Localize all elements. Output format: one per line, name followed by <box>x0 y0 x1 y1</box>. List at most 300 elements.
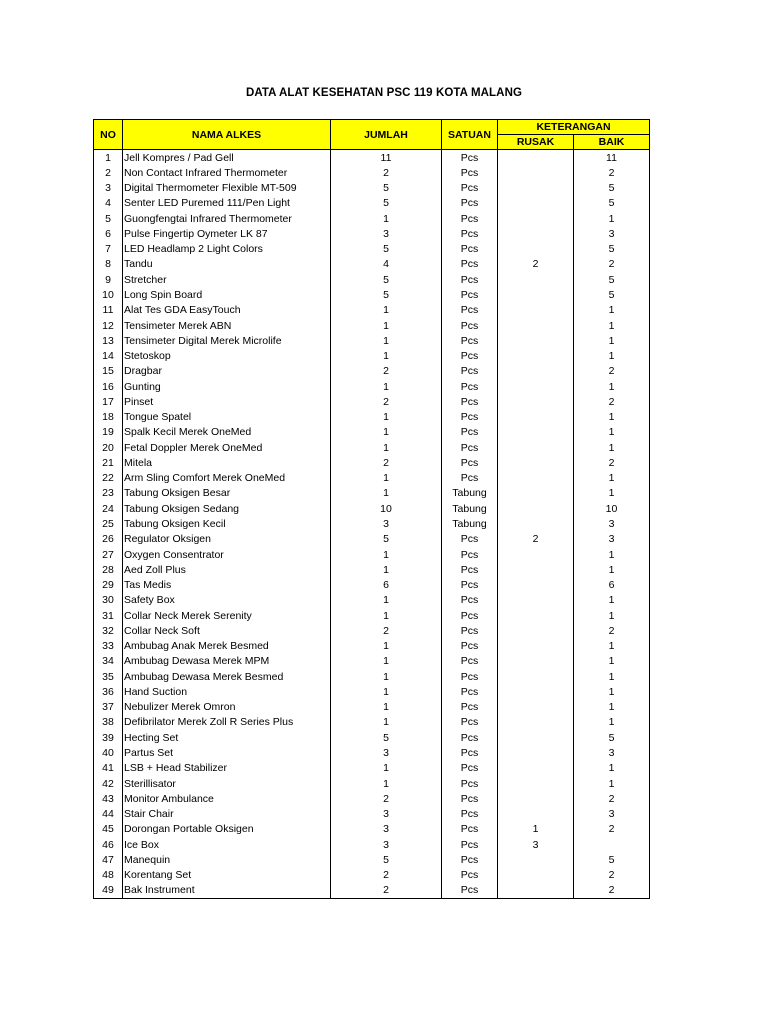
cell-satuan: Pcs <box>442 532 498 547</box>
cell-no: 36 <box>94 684 123 699</box>
cell-rusak <box>498 425 574 440</box>
cell-no: 1 <box>94 150 123 166</box>
cell-jumlah: 5 <box>331 242 442 257</box>
cell-baik: 2 <box>574 257 650 272</box>
cell-satuan: Pcs <box>442 272 498 287</box>
cell-nama-alkes: Guongfengtai Infrared Thermometer <box>123 211 331 226</box>
cell-baik: 1 <box>574 547 650 562</box>
cell-nama-alkes: Stetoskop <box>123 348 331 363</box>
cell-nama-alkes: LED Headlamp 2 Light Colors <box>123 242 331 257</box>
cell-nama-alkes: Arm Sling Comfort Merek OneMed <box>123 471 331 486</box>
cell-no: 47 <box>94 852 123 867</box>
cell-no: 42 <box>94 776 123 791</box>
cell-baik: 2 <box>574 394 650 409</box>
cell-satuan: Pcs <box>442 730 498 745</box>
cell-rusak <box>498 181 574 196</box>
cell-rusak <box>498 150 574 166</box>
equipment-table <box>93 119 650 899</box>
cell-jumlah: 5 <box>331 287 442 302</box>
cell-no: 4 <box>94 196 123 211</box>
cell-rusak <box>498 379 574 394</box>
cell-rusak <box>498 577 574 592</box>
cell-jumlah: 5 <box>331 196 442 211</box>
cell-nama-alkes: Senter LED Puremed 111/Pen Light <box>123 196 331 211</box>
cell-nama-alkes: Safety Box <box>123 593 331 608</box>
cell-rusak <box>498 196 574 211</box>
cell-rusak <box>498 348 574 363</box>
cell-nama-alkes: Oxygen Consentrator <box>123 547 331 562</box>
cell-satuan: Pcs <box>442 196 498 211</box>
cell-no: 20 <box>94 440 123 455</box>
cell-jumlah: 1 <box>331 410 442 425</box>
cell-satuan: Pcs <box>442 608 498 623</box>
cell-baik: 2 <box>574 822 650 837</box>
table-row <box>94 654 650 669</box>
cell-no: 29 <box>94 577 123 592</box>
cell-rusak <box>498 867 574 882</box>
cell-no: 23 <box>94 486 123 501</box>
cell-nama-alkes: Aed Zoll Plus <box>123 562 331 577</box>
cell-no: 33 <box>94 639 123 654</box>
cell-jumlah: 3 <box>331 745 442 760</box>
cell-rusak <box>498 364 574 379</box>
header-satuan: SATUAN <box>442 120 498 150</box>
cell-no: 41 <box>94 761 123 776</box>
cell-satuan: Pcs <box>442 318 498 333</box>
cell-baik: 5 <box>574 181 650 196</box>
cell-no: 9 <box>94 272 123 287</box>
cell-no: 3 <box>94 181 123 196</box>
cell-no: 26 <box>94 532 123 547</box>
cell-baik: 2 <box>574 364 650 379</box>
cell-rusak <box>498 700 574 715</box>
cell-rusak <box>498 623 574 638</box>
cell-jumlah: 1 <box>331 562 442 577</box>
table-row <box>94 684 650 699</box>
cell-no: 48 <box>94 867 123 882</box>
cell-rusak <box>498 471 574 486</box>
table-row <box>94 211 650 226</box>
cell-rusak <box>498 226 574 241</box>
cell-baik: 1 <box>574 486 650 501</box>
cell-baik: 1 <box>574 700 650 715</box>
cell-satuan: Pcs <box>442 593 498 608</box>
cell-no: 14 <box>94 348 123 363</box>
table-row <box>94 425 650 440</box>
cell-rusak <box>498 608 574 623</box>
cell-no: 17 <box>94 394 123 409</box>
cell-baik: 10 <box>574 501 650 516</box>
cell-jumlah: 3 <box>331 806 442 821</box>
cell-no: 32 <box>94 623 123 638</box>
cell-jumlah: 1 <box>331 715 442 730</box>
cell-jumlah: 2 <box>331 455 442 470</box>
table-row <box>94 165 650 180</box>
cell-satuan: Pcs <box>442 440 498 455</box>
table-row <box>94 318 650 333</box>
cell-no: 13 <box>94 333 123 348</box>
cell-rusak <box>498 303 574 318</box>
table-row <box>94 639 650 654</box>
cell-satuan: Pcs <box>442 883 498 899</box>
cell-baik: 5 <box>574 242 650 257</box>
cell-satuan: Pcs <box>442 700 498 715</box>
cell-jumlah: 1 <box>331 639 442 654</box>
cell-baik: 3 <box>574 226 650 241</box>
cell-satuan: Pcs <box>442 257 498 272</box>
cell-nama-alkes: Manequin <box>123 852 331 867</box>
cell-rusak: 1 <box>498 822 574 837</box>
table-row <box>94 761 650 776</box>
cell-satuan: Pcs <box>442 822 498 837</box>
cell-jumlah: 1 <box>331 608 442 623</box>
cell-no: 27 <box>94 547 123 562</box>
cell-baik: 1 <box>574 440 650 455</box>
cell-baik: 2 <box>574 883 650 899</box>
cell-nama-alkes: Alat Tes GDA EasyTouch <box>123 303 331 318</box>
table-row <box>94 181 650 196</box>
cell-satuan: Pcs <box>442 761 498 776</box>
table-row <box>94 516 650 531</box>
cell-satuan: Pcs <box>442 379 498 394</box>
cell-rusak <box>498 410 574 425</box>
cell-baik: 5 <box>574 272 650 287</box>
cell-nama-alkes: Partus Set <box>123 745 331 760</box>
cell-nama-alkes: Fetal Doppler Merek OneMed <box>123 440 331 455</box>
cell-satuan: Pcs <box>442 471 498 486</box>
cell-nama-alkes: Nebulizer Merek Omron <box>123 700 331 715</box>
table-row <box>94 257 650 272</box>
cell-no: 34 <box>94 654 123 669</box>
cell-jumlah: 5 <box>331 852 442 867</box>
cell-baik: 1 <box>574 410 650 425</box>
cell-nama-alkes: Tandu <box>123 257 331 272</box>
cell-baik: 1 <box>574 776 650 791</box>
cell-nama-alkes: Tensimeter Merek ABN <box>123 318 331 333</box>
cell-nama-alkes: Defibrilator Merek Zoll R Series Plus <box>123 715 331 730</box>
cell-rusak <box>498 806 574 821</box>
cell-baik: 2 <box>574 791 650 806</box>
cell-satuan: Pcs <box>442 547 498 562</box>
cell-baik: 1 <box>574 715 650 730</box>
cell-jumlah: 5 <box>331 532 442 547</box>
cell-nama-alkes: Jell Kompres / Pad Gell <box>123 150 331 166</box>
cell-no: 31 <box>94 608 123 623</box>
page-title: DATA ALAT KESEHATAN PSC 119 KOTA MALANG <box>245 87 523 99</box>
cell-jumlah: 1 <box>331 303 442 318</box>
cell-satuan: Pcs <box>442 577 498 592</box>
cell-nama-alkes: Mitela <box>123 455 331 470</box>
cell-no: 7 <box>94 242 123 257</box>
cell-nama-alkes: Long Spin Board <box>123 287 331 302</box>
header-keterangan: KETERANGAN <box>498 120 650 135</box>
table-row <box>94 303 650 318</box>
cell-satuan: Pcs <box>442 165 498 180</box>
cell-nama-alkes: Tas Medis <box>123 577 331 592</box>
cell-satuan: Pcs <box>442 684 498 699</box>
cell-satuan: Pcs <box>442 333 498 348</box>
cell-baik: 5 <box>574 196 650 211</box>
cell-satuan: Pcs <box>442 639 498 654</box>
cell-baik: 1 <box>574 562 650 577</box>
cell-rusak <box>498 287 574 302</box>
cell-baik: 1 <box>574 593 650 608</box>
cell-baik: 1 <box>574 684 650 699</box>
cell-satuan: Pcs <box>442 776 498 791</box>
cell-satuan: Pcs <box>442 287 498 302</box>
cell-jumlah: 1 <box>331 669 442 684</box>
cell-satuan: Pcs <box>442 791 498 806</box>
cell-rusak <box>498 715 574 730</box>
cell-nama-alkes: Non Contact Infrared Thermometer <box>123 165 331 180</box>
cell-rusak <box>498 883 574 899</box>
cell-rusak <box>498 394 574 409</box>
table-row <box>94 593 650 608</box>
cell-nama-alkes: Pulse Fingertip Oymeter LK 87 <box>123 226 331 241</box>
cell-baik: 2 <box>574 623 650 638</box>
cell-rusak <box>498 745 574 760</box>
cell-baik: 1 <box>574 333 650 348</box>
header-baik: BAIK <box>574 135 650 150</box>
cell-nama-alkes: Stair Chair <box>123 806 331 821</box>
cell-baik: 11 <box>574 150 650 166</box>
cell-baik: 1 <box>574 303 650 318</box>
table-row <box>94 455 650 470</box>
cell-no: 19 <box>94 425 123 440</box>
cell-no: 44 <box>94 806 123 821</box>
cell-no: 18 <box>94 410 123 425</box>
cell-satuan: Tabung <box>442 501 498 516</box>
table-row <box>94 440 650 455</box>
cell-nama-alkes: Dragbar <box>123 364 331 379</box>
cell-baik: 5 <box>574 730 650 745</box>
cell-satuan: Pcs <box>442 669 498 684</box>
cell-satuan: Pcs <box>442 211 498 226</box>
table-row <box>94 730 650 745</box>
cell-rusak: 2 <box>498 257 574 272</box>
cell-rusak <box>498 501 574 516</box>
cell-nama-alkes: Korentang Set <box>123 867 331 882</box>
table-row <box>94 547 650 562</box>
cell-baik: 1 <box>574 639 650 654</box>
cell-jumlah: 1 <box>331 776 442 791</box>
cell-nama-alkes: Tensimeter Digital Merek Microlife <box>123 333 331 348</box>
cell-jumlah: 1 <box>331 654 442 669</box>
cell-rusak <box>498 684 574 699</box>
cell-baik: 1 <box>574 211 650 226</box>
table-row <box>94 196 650 211</box>
table-row <box>94 394 650 409</box>
cell-nama-alkes: Tabung Oksigen Besar <box>123 486 331 501</box>
cell-rusak <box>498 761 574 776</box>
cell-nama-alkes: Digital Thermometer Flexible MT-509 <box>123 181 331 196</box>
cell-jumlah: 10 <box>331 501 442 516</box>
cell-rusak <box>498 852 574 867</box>
table-row <box>94 471 650 486</box>
cell-no: 10 <box>94 287 123 302</box>
cell-rusak <box>498 791 574 806</box>
cell-jumlah: 6 <box>331 577 442 592</box>
cell-jumlah: 3 <box>331 837 442 852</box>
cell-no: 12 <box>94 318 123 333</box>
cell-no: 39 <box>94 730 123 745</box>
cell-rusak <box>498 669 574 684</box>
cell-rusak <box>498 455 574 470</box>
cell-no: 45 <box>94 822 123 837</box>
cell-jumlah: 5 <box>331 730 442 745</box>
cell-rusak <box>498 730 574 745</box>
cell-no: 8 <box>94 257 123 272</box>
cell-jumlah: 1 <box>331 348 442 363</box>
table-row <box>94 715 650 730</box>
cell-rusak <box>498 516 574 531</box>
cell-satuan: Pcs <box>442 806 498 821</box>
cell-baik: 3 <box>574 806 650 821</box>
cell-satuan: Pcs <box>442 654 498 669</box>
cell-jumlah: 2 <box>331 867 442 882</box>
cell-jumlah: 1 <box>331 333 442 348</box>
cell-satuan: Pcs <box>442 410 498 425</box>
cell-baik: 2 <box>574 165 650 180</box>
cell-baik: 5 <box>574 287 650 302</box>
header-jumlah: JUMLAH <box>331 120 442 150</box>
cell-no: 28 <box>94 562 123 577</box>
cell-satuan: Pcs <box>442 455 498 470</box>
cell-nama-alkes: Collar Neck Merek Serenity <box>123 608 331 623</box>
cell-baik: 1 <box>574 608 650 623</box>
cell-satuan: Pcs <box>442 623 498 638</box>
cell-jumlah: 1 <box>331 547 442 562</box>
cell-jumlah: 1 <box>331 211 442 226</box>
table-row <box>94 806 650 821</box>
cell-jumlah: 1 <box>331 684 442 699</box>
cell-rusak <box>498 562 574 577</box>
cell-jumlah: 11 <box>331 150 442 166</box>
table-row <box>94 226 650 241</box>
cell-rusak <box>498 318 574 333</box>
cell-nama-alkes: Tongue Spatel <box>123 410 331 425</box>
cell-nama-alkes: Pinset <box>123 394 331 409</box>
cell-nama-alkes: Tabung Oksigen Sedang <box>123 501 331 516</box>
table-row <box>94 700 650 715</box>
table-row <box>94 242 650 257</box>
cell-nama-alkes: Collar Neck Soft <box>123 623 331 638</box>
cell-baik <box>574 837 650 852</box>
cell-jumlah: 1 <box>331 318 442 333</box>
cell-nama-alkes: Ice Box <box>123 837 331 852</box>
table-row <box>94 837 650 852</box>
cell-nama-alkes: Stretcher <box>123 272 331 287</box>
cell-nama-alkes: Bak Instrument <box>123 883 331 899</box>
cell-rusak: 2 <box>498 532 574 547</box>
cell-jumlah: 1 <box>331 761 442 776</box>
cell-satuan: Pcs <box>442 837 498 852</box>
cell-satuan: Tabung <box>442 486 498 501</box>
cell-baik: 1 <box>574 669 650 684</box>
cell-jumlah: 5 <box>331 181 442 196</box>
table-row <box>94 822 650 837</box>
table-row <box>94 486 650 501</box>
cell-rusak <box>498 639 574 654</box>
cell-no: 35 <box>94 669 123 684</box>
cell-nama-alkes: Gunting <box>123 379 331 394</box>
cell-no: 22 <box>94 471 123 486</box>
cell-nama-alkes: Ambubag Dewasa Merek MPM <box>123 654 331 669</box>
cell-no: 11 <box>94 303 123 318</box>
cell-jumlah: 1 <box>331 379 442 394</box>
cell-rusak <box>498 272 574 287</box>
cell-rusak <box>498 211 574 226</box>
table-row <box>94 150 650 166</box>
table-row <box>94 501 650 516</box>
table-row <box>94 623 650 638</box>
cell-jumlah: 1 <box>331 486 442 501</box>
cell-satuan: Pcs <box>442 852 498 867</box>
cell-baik: 2 <box>574 455 650 470</box>
table-row <box>94 791 650 806</box>
cell-jumlah: 2 <box>331 623 442 638</box>
cell-no: 6 <box>94 226 123 241</box>
cell-no: 5 <box>94 211 123 226</box>
table-row <box>94 562 650 577</box>
cell-baik: 2 <box>574 867 650 882</box>
cell-jumlah: 1 <box>331 471 442 486</box>
cell-satuan: Pcs <box>442 715 498 730</box>
cell-rusak <box>498 165 574 180</box>
cell-rusak <box>498 654 574 669</box>
cell-nama-alkes: Sterillisator <box>123 776 331 791</box>
table-row <box>94 776 650 791</box>
table-row <box>94 532 650 547</box>
cell-jumlah: 1 <box>331 700 442 715</box>
table-row <box>94 410 650 425</box>
cell-nama-alkes: Monitor Ambulance <box>123 791 331 806</box>
cell-jumlah: 5 <box>331 272 442 287</box>
cell-jumlah: 3 <box>331 226 442 241</box>
cell-jumlah: 1 <box>331 425 442 440</box>
cell-rusak <box>498 547 574 562</box>
cell-jumlah: 1 <box>331 440 442 455</box>
cell-satuan: Pcs <box>442 303 498 318</box>
table-body <box>94 150 650 899</box>
cell-nama-alkes: Ambubag Anak Merek Besmed <box>123 639 331 654</box>
cell-rusak <box>498 486 574 501</box>
cell-jumlah: 1 <box>331 593 442 608</box>
cell-satuan: Pcs <box>442 867 498 882</box>
table-row <box>94 348 650 363</box>
cell-satuan: Pcs <box>442 181 498 196</box>
table-row <box>94 852 650 867</box>
cell-nama-alkes: Regulator Oksigen <box>123 532 331 547</box>
header-no: NO <box>94 120 123 150</box>
cell-no: 37 <box>94 700 123 715</box>
cell-nama-alkes: Hecting Set <box>123 730 331 745</box>
cell-rusak <box>498 776 574 791</box>
header-nama-alkes: NAMA ALKES <box>123 120 331 150</box>
table-row <box>94 364 650 379</box>
cell-satuan: Pcs <box>442 242 498 257</box>
table-row <box>94 379 650 394</box>
table-row <box>94 867 650 882</box>
cell-no: 43 <box>94 791 123 806</box>
cell-satuan: Pcs <box>442 150 498 166</box>
cell-no: 30 <box>94 593 123 608</box>
cell-baik: 1 <box>574 379 650 394</box>
cell-no: 40 <box>94 745 123 760</box>
cell-no: 16 <box>94 379 123 394</box>
cell-satuan: Pcs <box>442 364 498 379</box>
cell-baik: 1 <box>574 654 650 669</box>
